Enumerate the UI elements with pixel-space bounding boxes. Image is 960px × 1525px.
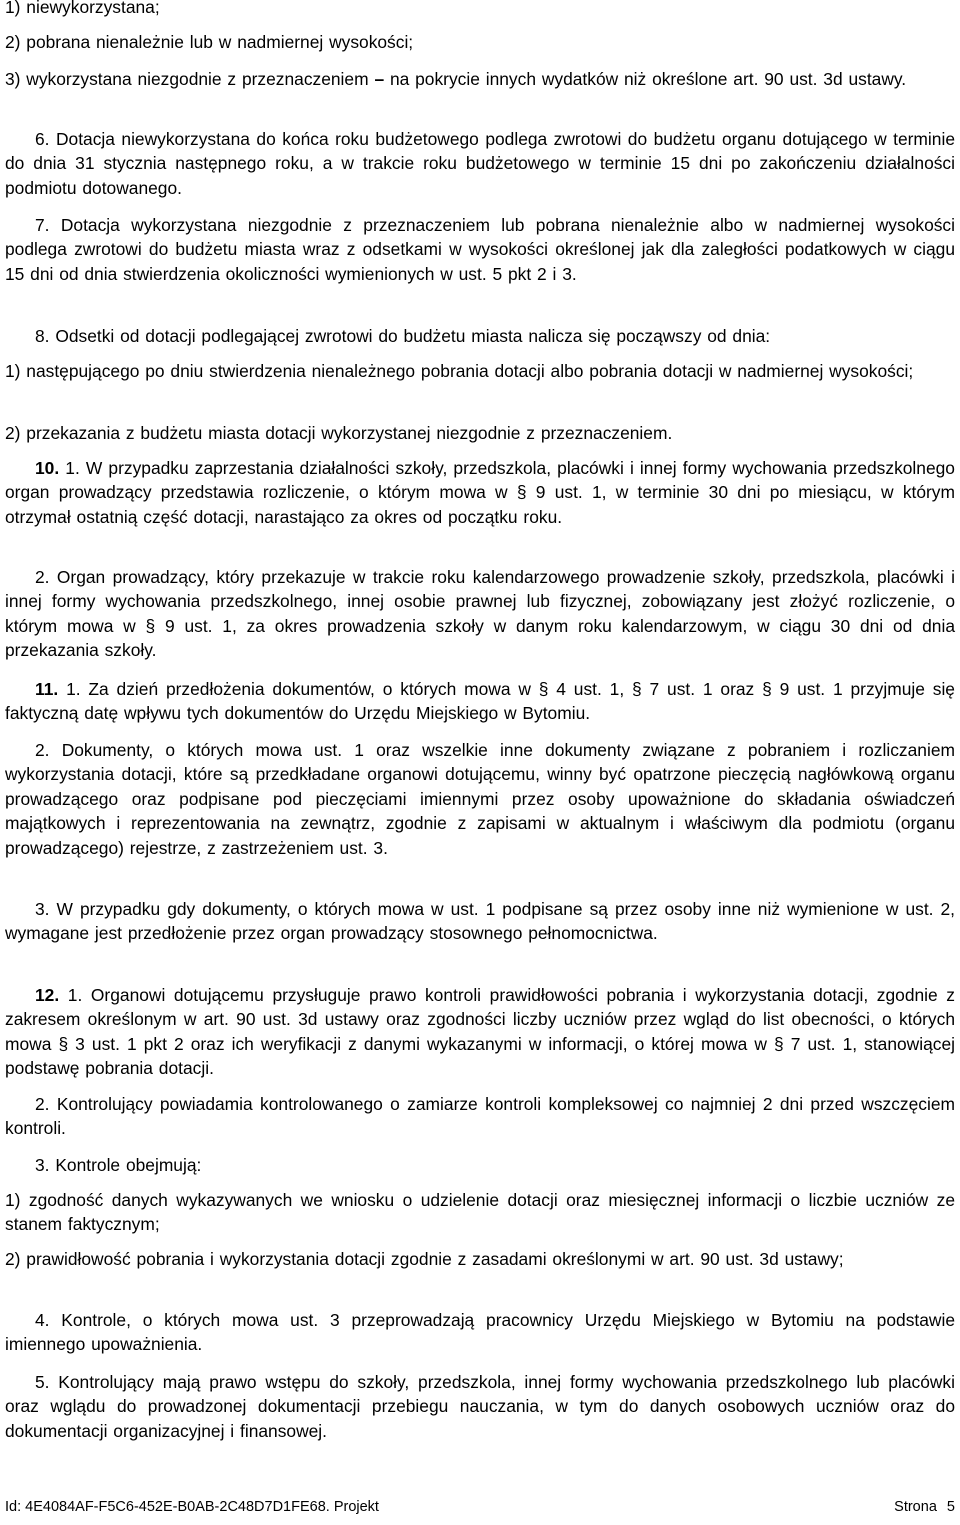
section-12-para-1 [5,983,955,1081]
dash-glyph: – [374,69,385,89]
section-11-text-1: 1. Za dzień przedłożenia dokumentów, o których mowa w § 4 ust. 1, § 7 ust. 1 oraz § 9 ust. 1 przyjmuje się faktyczną datę wpływu tych dokumentów do Urzędu Miejskiego w Bytomiu. [5,679,955,724]
item-1: 1) niewykorzystana; [5,0,160,17]
item-3-part-b: na pokrycie innych wydatków niż określone art. 90 ust. 3d ustawy. [389,69,907,89]
section-10-para-2: 2. Organ prowadzący, który przekazuje w trakcie roku kalendarzowego prowadzenie szkoły, przedszkola, placówki i innej formy wychowania przedszkolnego, innej osobie prawnej lub fizycznej, zobowiązany jest złożyć rozliczenie, o którym mowa w § 9 ust. 1, za okres prowadzenia szkoły w danym roku kalendarzowym, w ciągu 30 dni od dnia przekazania szkoły. [5,567,955,661]
section-12-number: 12. [35,985,60,1005]
section-11-para-2: 2. Dokumenty, o których mowa ust. 1 oraz wszelkie inne dokumenty związane z pobraniem i rozliczaniem wykorzystania dotacji, które są przedkładane organowi dotującemu, winny być opatrzone pieczęcią nagłówkową organu prowadzącego oraz podpisane pod pieczęciami imiennymi przez osoby upoważnione do składania oświadczeń majątkowych i reprezentowania na zewnątrz, zgodnie z zapisami w aktualnym i właściwym dla podmiotu (organu prowadzącego) rejestrze, z zastrzeżeniem ust. 3. [5,740,955,858]
item-2: 2) pobrana nienależnie lub w nadmiernej wysokości; [5,32,414,52]
section-10-para-1 [5,456,955,529]
section-12-para-3-item-1: 1) zgodność danych wykazywanych we wniosku o udzielenie dotacji oraz miesięcznej informacji o liczbie uczniów ze stanem faktycznym; [5,1190,955,1235]
section-12-para-4: 4. Kontrole, o których mowa ust. 3 przeprowadzają pracownicy Urzędu Miejskiego w Bytomiu na podstawie imiennego upoważnienia. [5,1310,955,1355]
section-11-para-3: 3. W przypadku gdy dokumenty, o których mowa w ust. 1 podpisane są przez osoby inne niż wymienione w ust. 2, wymagane jest przedłożenie przez organ prowadzący stosownego pełnomocnictwa. [5,899,955,944]
item-3 [5,67,955,91]
section-12-para-5: 5. Kontrolujący mają prawo wstępu do szkoły, przedszkola, innej formy wychowania przedszkolnego lub placówki oraz wglądu do prowadzonej dokumentacji przebiegu nauczania, w tym do danych osobowych uczniów oraz do dokumentacji organizacyjnej i finansowej. [5,1372,955,1441]
section-11-number: 11. [35,679,59,699]
paragraph-8-item-2: 2) przekazania z budżetu miasta dotacji wykorzystanej niezgodnie z przeznaczeniem. [5,423,673,443]
section-12-text-1: 1. Organowi dotującemu przysługuje prawo kontroli prawidłowości pobrania i wykorzystania dotacji, zgodnie z zakresem określonym w art. 90 ust. 3d ustawy oraz zgodności liczby uczniów przez wgląd do list obecności, o których mowa § 3 ust. 1 pkt 2 oraz ich weryfikacji z danymi wykazanymi w informacji, o której mowa w § 7 ust. 1, stanowiącej podstawę pobrania dotacji. [5,985,955,1079]
section-12-para-3-item-2: 2) prawidłowość pobrania i wykorzystania dotacji zgodnie z zasadami określonymi w art. 90 ust. 3d ustawy; [5,1249,844,1269]
section-10-number: 10. [35,458,60,478]
paragraph-7: 7. Dotacja wykorzystana niezgodnie z przeznaczeniem lub pobrana nienależnie albo w nadmiernej wysokości podlega zwrotowi do budżetu miasta wraz z odsetkami w wysokości określonej jak dla zaległości podatkowych w ciągu 15 dni od dnia stwierdzenia okoliczności wymienionych w ust. 5 pkt 2 i 3. [5,215,955,284]
paragraph-8-item-1: 1) następującego po dniu stwierdzenia nienależnego pobrania dotacji albo pobrania dotacji w nadmiernej wysokości; [5,361,914,381]
section-11-para-1 [5,677,955,726]
section-10-text-1: 1. W przypadku zaprzestania działalności szkoły, przedszkola, placówki i innej formy wychowania przedszkolnego organ prowadzący przedstawia rozliczenie, o którym mowa w § 9 ust. 1, w terminie 30 dni po miesiącu, w którym otrzymał ostatnią część dotacji, narastająco za okres od początku roku. [5,458,955,527]
paragraph-6: 6. Dotacja niewykorzystana do końca roku budżetowego podlega zwrotowi do budżetu organu dotującego w terminie do dnia 31 stycznia następnego roku, a w trakcie roku budżetowego w terminie 15 dni po zakończeniu działalności podmiotu dotowanego. [5,129,955,198]
page-indicator [894,1498,955,1516]
item-3-part-a: 3) wykorzystana niezgodnie z przeznaczeniem [5,69,369,89]
document-id: Id: 4E4084AF-F5C6-452E-B0AB-2C48D7D1FE68. Projekt [5,1499,379,1515]
page-number: 5 [946,1499,955,1515]
section-12-para-2: 2. Kontrolujący powiadamia kontrolowanego o zamiarze kontroli kompleksowej co najmniej 2 dni przed wszczęciem kontroli. [5,1094,955,1139]
section-12-para-3: 3. Kontrole obejmują: [35,1155,202,1175]
paragraph-8: 8. Odsetki od dotacji podlegającej zwrotowi do budżetu miasta nalicza się począwszy od dnia: [35,326,771,346]
page-label: Strona [894,1499,937,1515]
